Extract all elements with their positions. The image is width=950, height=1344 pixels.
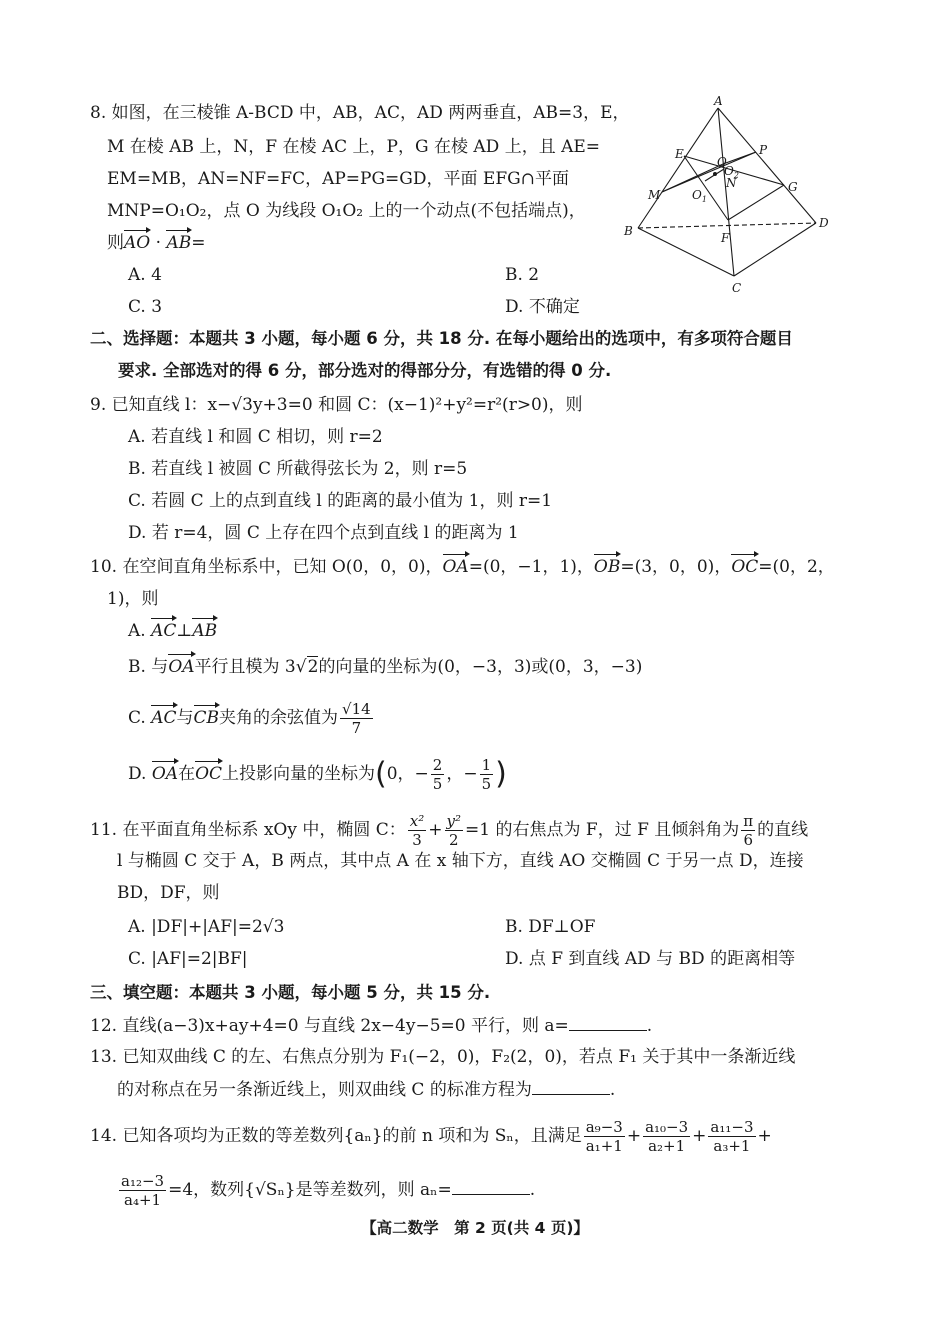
point-o [713,172,717,176]
option-a-letter: A. [128,621,152,641]
denominator: 6 [743,831,753,849]
perp-sign: ⊥ [176,621,193,641]
q9-stem: 9. 已知直线 l：x−√3y+3=0 和圆 C：(x−1)²+y²=r²(r>0)，则 [90,395,583,415]
vector-ab: AB [166,233,192,253]
q11-option-d: D. 点 F 到直线 AD 与 BD 的距离相等 [505,949,796,969]
denominator: a₄+1 [124,1191,162,1209]
label-a: A [714,96,723,108]
numerator: a₁₀−3 [645,1118,689,1136]
vector-oa: OA [151,764,179,784]
q13-period: . [609,1080,616,1100]
q8-option-c: C. 3 [128,297,163,317]
q9-option-a: A. 若直线 l 和圆 C 相切，则 r=2 [128,427,383,447]
q10-option-c [128,700,375,737]
vector-cb: CB [193,708,220,728]
q14-line-1 [90,1118,772,1155]
numerator: y² [446,812,462,830]
q8-line-1: 8. 如图，在三棱锥 A-BCD 中，AB，AC，AD 两两垂直，AB=3，E， [90,103,630,123]
label-b: B [624,224,633,238]
fraction-x2-3 [408,812,426,849]
option-b-letter: B. 与 [128,657,169,677]
right-paren: ) [495,756,507,792]
plus-sign: + [626,1126,642,1146]
label-g: G [788,180,798,194]
q8-line-4: MNP=O₁O₂，点 O 为线段 O₁O₂ 上的一个动点(不包括端点)， [107,201,586,221]
q8-option-a: A. 4 [128,265,162,285]
label-c: C [732,281,742,295]
section-2-heading-line-2: 要求. 全部选对的得 6 分，部分选对的得部分分，有选错的得 0 分. [118,361,612,380]
q11-stem-mid: =1 的右焦点为 F，过 F 且倾斜角为 [465,820,740,840]
vector-ob: OB [593,557,621,577]
sqrt-radicand: 2 [307,657,319,677]
vector-ab: AB [192,621,218,641]
q10-option-a [128,620,217,642]
label-e: E [675,147,684,161]
label-n: N [726,176,737,190]
numerator: π [743,812,754,830]
answer-blank[interactable] [452,1178,530,1195]
q10-option-d [128,756,507,793]
denominator: 3 [412,831,422,849]
q8-option-d: D. 不确定 [505,297,580,317]
label-d: D [819,216,829,230]
q11-stem-end: 的直线 [757,820,809,840]
answer-blank[interactable] [569,1014,647,1031]
option-b-text-end: 的向量的坐标为(0，−3，3)或(0，3，−3) [318,657,643,677]
numerator: a₁₂−3 [121,1172,165,1190]
denominator: 5 [481,775,492,793]
fraction-term-3 [708,1118,755,1155]
denominator: 7 [351,719,362,737]
on-word: 在 [178,764,196,784]
edge-bd [638,223,816,228]
denominator: a₃+1 [713,1137,751,1155]
label-o1: $O_1$ [692,188,707,204]
option-c-letter: C. [128,708,152,728]
fraction-term-4 [119,1172,166,1209]
plus-sign: + [692,1126,707,1146]
q10-stem-text: 10. 在空间直角坐标系中，已知 O(0，0，0)， [90,557,443,577]
fraction-cosine [340,700,373,737]
ob-value: =(3，0，0)， [620,557,732,577]
vector-oc: OC [195,764,223,784]
edge-bc [638,228,734,276]
coord-separator: ，− [446,764,478,784]
left-paren: ( [375,756,387,792]
fraction-term-1 [584,1118,625,1155]
q13-text: 的对称点在另一条渐近线上，则双曲线 C 的标准方程为 [117,1080,532,1100]
q14-text: =4，数列{√Sₙ}是等差数列，则 aₙ= [168,1180,452,1200]
q11-line-1 [90,812,808,849]
q12-line [90,1014,652,1037]
numerator: 2 [432,756,443,774]
section-2-heading-line-1: 二、选择题：本题共 3 小题，每小题 6 分，共 18 分. 在每小题给出的选项中，有多项符合题目 [90,329,793,348]
vector-ac: AC [151,621,177,641]
vector-ac: AC [151,708,177,728]
line-np [723,152,756,164]
q14-stem-text: 14. 已知各项均为正数的等差数列{aₙ}的前 n 项和为 Sₙ，且满足 [90,1126,582,1146]
q8-line-2: M 在棱 AB 上，N，F 在棱 AC 上，P，G 在棱 AD 上，且 AE= [107,137,601,157]
q14-period: . [529,1180,536,1200]
option-d-text: 上投影向量的坐标为 [222,764,376,784]
plus-sign: + [428,820,443,840]
q8-option-b: B. 2 [505,265,540,285]
vector-oa: OA [168,657,195,677]
fraction-term-2 [643,1118,690,1155]
fraction-one-fifth [480,756,494,793]
option-d-letter: D. [128,764,152,784]
numerator: a₉−3 [585,1118,623,1136]
edge-cd [734,223,816,276]
plus-sign: + [757,1126,772,1146]
q11-option-c: C. |AF|=2|BF| [128,949,248,969]
label-o: O [717,155,727,169]
q8-line-3: EM=MB，AN=NF=FC，AP=PG=GD，平面 EFG∩平面 [107,169,569,189]
fraction-two-fifths [431,756,445,793]
numerator: 1 [481,756,492,774]
q11-option-b: B. DF⊥OF [505,917,596,937]
q9-option-d: D. 若 r=4，圆 C 上存在四个点到直线 l 的距离为 1 [128,523,519,543]
dot-operator: · [150,233,167,253]
coord-zero: 0，− [386,764,429,784]
line-fg [728,185,784,220]
q12-period: . [646,1016,653,1036]
q14-line-2 [117,1172,535,1209]
edge-ac [718,108,734,276]
numerator: a₁₁−3 [710,1118,754,1136]
numerator: x² [409,812,425,830]
equals-sign: = [191,233,206,253]
q8-then: 则 [107,233,124,253]
fraction-y2-2 [445,812,464,849]
section-3-heading: 三、填空题：本题共 3 小题，每小题 5 分，共 15 分. [90,983,491,1002]
q11-stem-text: 11. 在平面直角坐标系 xOy 中，椭圆 C： [90,820,406,840]
vector-oa: OA [442,557,469,577]
sqrt-sign: √ [295,657,307,677]
oc-value: =(0，2， [758,557,835,577]
q10-line-2: 1)，则 [107,589,159,609]
answer-blank[interactable] [532,1078,610,1095]
label-f: F [721,231,730,245]
q10-line-1 [90,556,835,578]
q11-line-3: BD，DF，则 [117,883,220,903]
q9-option-b: B. 若直线 l 被圆 C 所截得弦长为 2，则 r=5 [128,459,468,479]
edge-ab [638,108,718,228]
option-c-text: 夹角的余弦值为 [219,708,339,728]
tetrahedron-figure [612,96,832,296]
label-p: P [759,143,768,157]
numerator: √14 [342,700,371,718]
q10-option-b [128,656,642,678]
q9-option-c: C. 若圆 C 上的点到直线 l 的距离的最小值为 1，则 r=1 [128,491,553,511]
label-o2: $O_2$ [724,164,739,180]
denominator: a₂+1 [648,1137,686,1155]
q11-option-a: A. |DF|+|AF|=2√3 [128,917,285,937]
denominator: 5 [432,775,443,793]
and-word: 与 [176,708,194,728]
denominator: 2 [449,831,459,849]
q12-text: 12. 直线(a−3)x+ay+4=0 与直线 2x−4y−5=0 平行，则 a= [90,1016,569,1036]
vector-oc: OC [731,557,759,577]
oa-value: =(0，−1，1)， [468,557,594,577]
option-b-text: 平行且模为 3 [194,657,296,677]
q13-line-2 [117,1078,615,1101]
q11-line-2: l 与椭圆 C 交于 A，B 两点，其中点 A 在 x 轴下方，直线 AO 交椭圆 C 于另一点 D，连接 [117,851,804,871]
page-footer: 【高二数学 第 2 页(共 4 页)】 [361,1219,589,1237]
q8-line-5 [107,232,205,254]
label-m: M [648,188,661,202]
vector-ao: AO [124,233,151,253]
q13-line-1: 13. 已知双曲线 C 的左、右焦点分别为 F₁(−2，0)，F₂(2，0)，若点 F₁ 关于其中一条渐近线 [90,1047,796,1067]
denominator: a₁+1 [585,1137,623,1155]
fraction-pi-6 [741,812,755,849]
